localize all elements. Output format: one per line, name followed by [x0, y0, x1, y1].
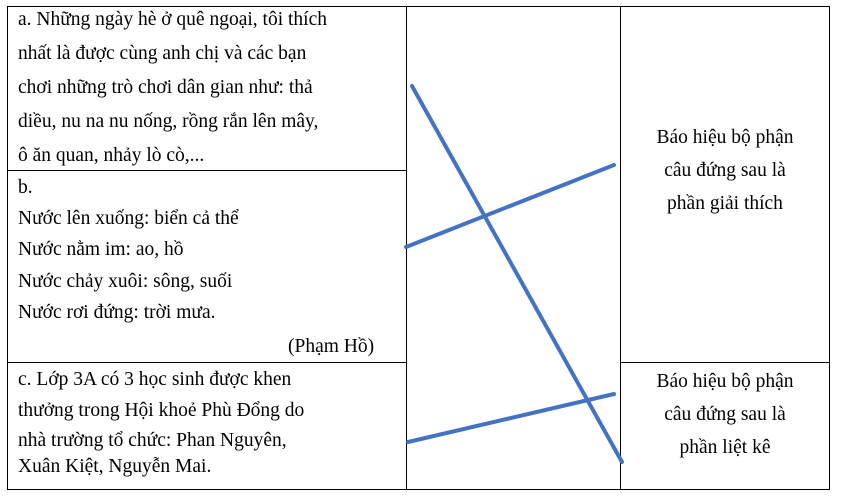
- cell-b-author: (Phạm Hồ): [288, 336, 375, 357]
- cell-a-line-1: a. Những ngày hè ở quê ngoại, tôi thích: [18, 9, 327, 30]
- cell-b-line-2: Nước nằm im: ao, hồ: [18, 239, 184, 260]
- cell-b-label: b.: [18, 177, 33, 198]
- cell-c-line-3: nhà trường tổ chức: Phan Nguyên,: [18, 430, 287, 451]
- cell-c-line-4: Xuân Kiệt, Nguyễn Mai.: [18, 456, 212, 477]
- right-bottom-line-1: Báo hiệu bộ phận: [656, 371, 794, 392]
- cell-c-line-2: thưởng trong Hội khoẻ Phù Đổng do: [18, 400, 305, 421]
- right-top-line-3: phần giải thích: [667, 193, 783, 214]
- cell-a-line-2: nhất là được cùng anh chị và các bạn: [18, 43, 307, 64]
- cell-a-line-5: ô ăn quan, nhảy lò cò,...: [18, 145, 205, 166]
- connector-c-to-enumeration: [408, 394, 614, 442]
- right-top-line-1: Báo hiệu bộ phận: [656, 127, 794, 148]
- cell-b-line-3: Nước chảy xuôi: sông, suối: [18, 271, 233, 292]
- cell-a-line-4: diều, nu na nu nống, rồng rắn lên mây,: [18, 111, 319, 132]
- right-bottom-line-3: phần liệt kê: [679, 437, 771, 458]
- cell-b-line-1: Nước lên xuống: biển cả thể: [18, 208, 239, 229]
- connector-a-to-enumeration: [412, 86, 622, 462]
- cell-c-line-1: c. Lớp 3A có 3 học sinh được khen: [18, 369, 292, 390]
- right-top-line-2: câu đứng sau là: [664, 160, 786, 181]
- right-bottom-line-2: câu đứng sau là: [664, 404, 786, 425]
- connector-b-to-explanation: [406, 165, 614, 247]
- cell-a-line-3: chơi những trò chơi dân gian như: thả: [18, 77, 313, 98]
- cell-b-line-4: Nước rơi đứng: trời mưa.: [18, 302, 216, 323]
